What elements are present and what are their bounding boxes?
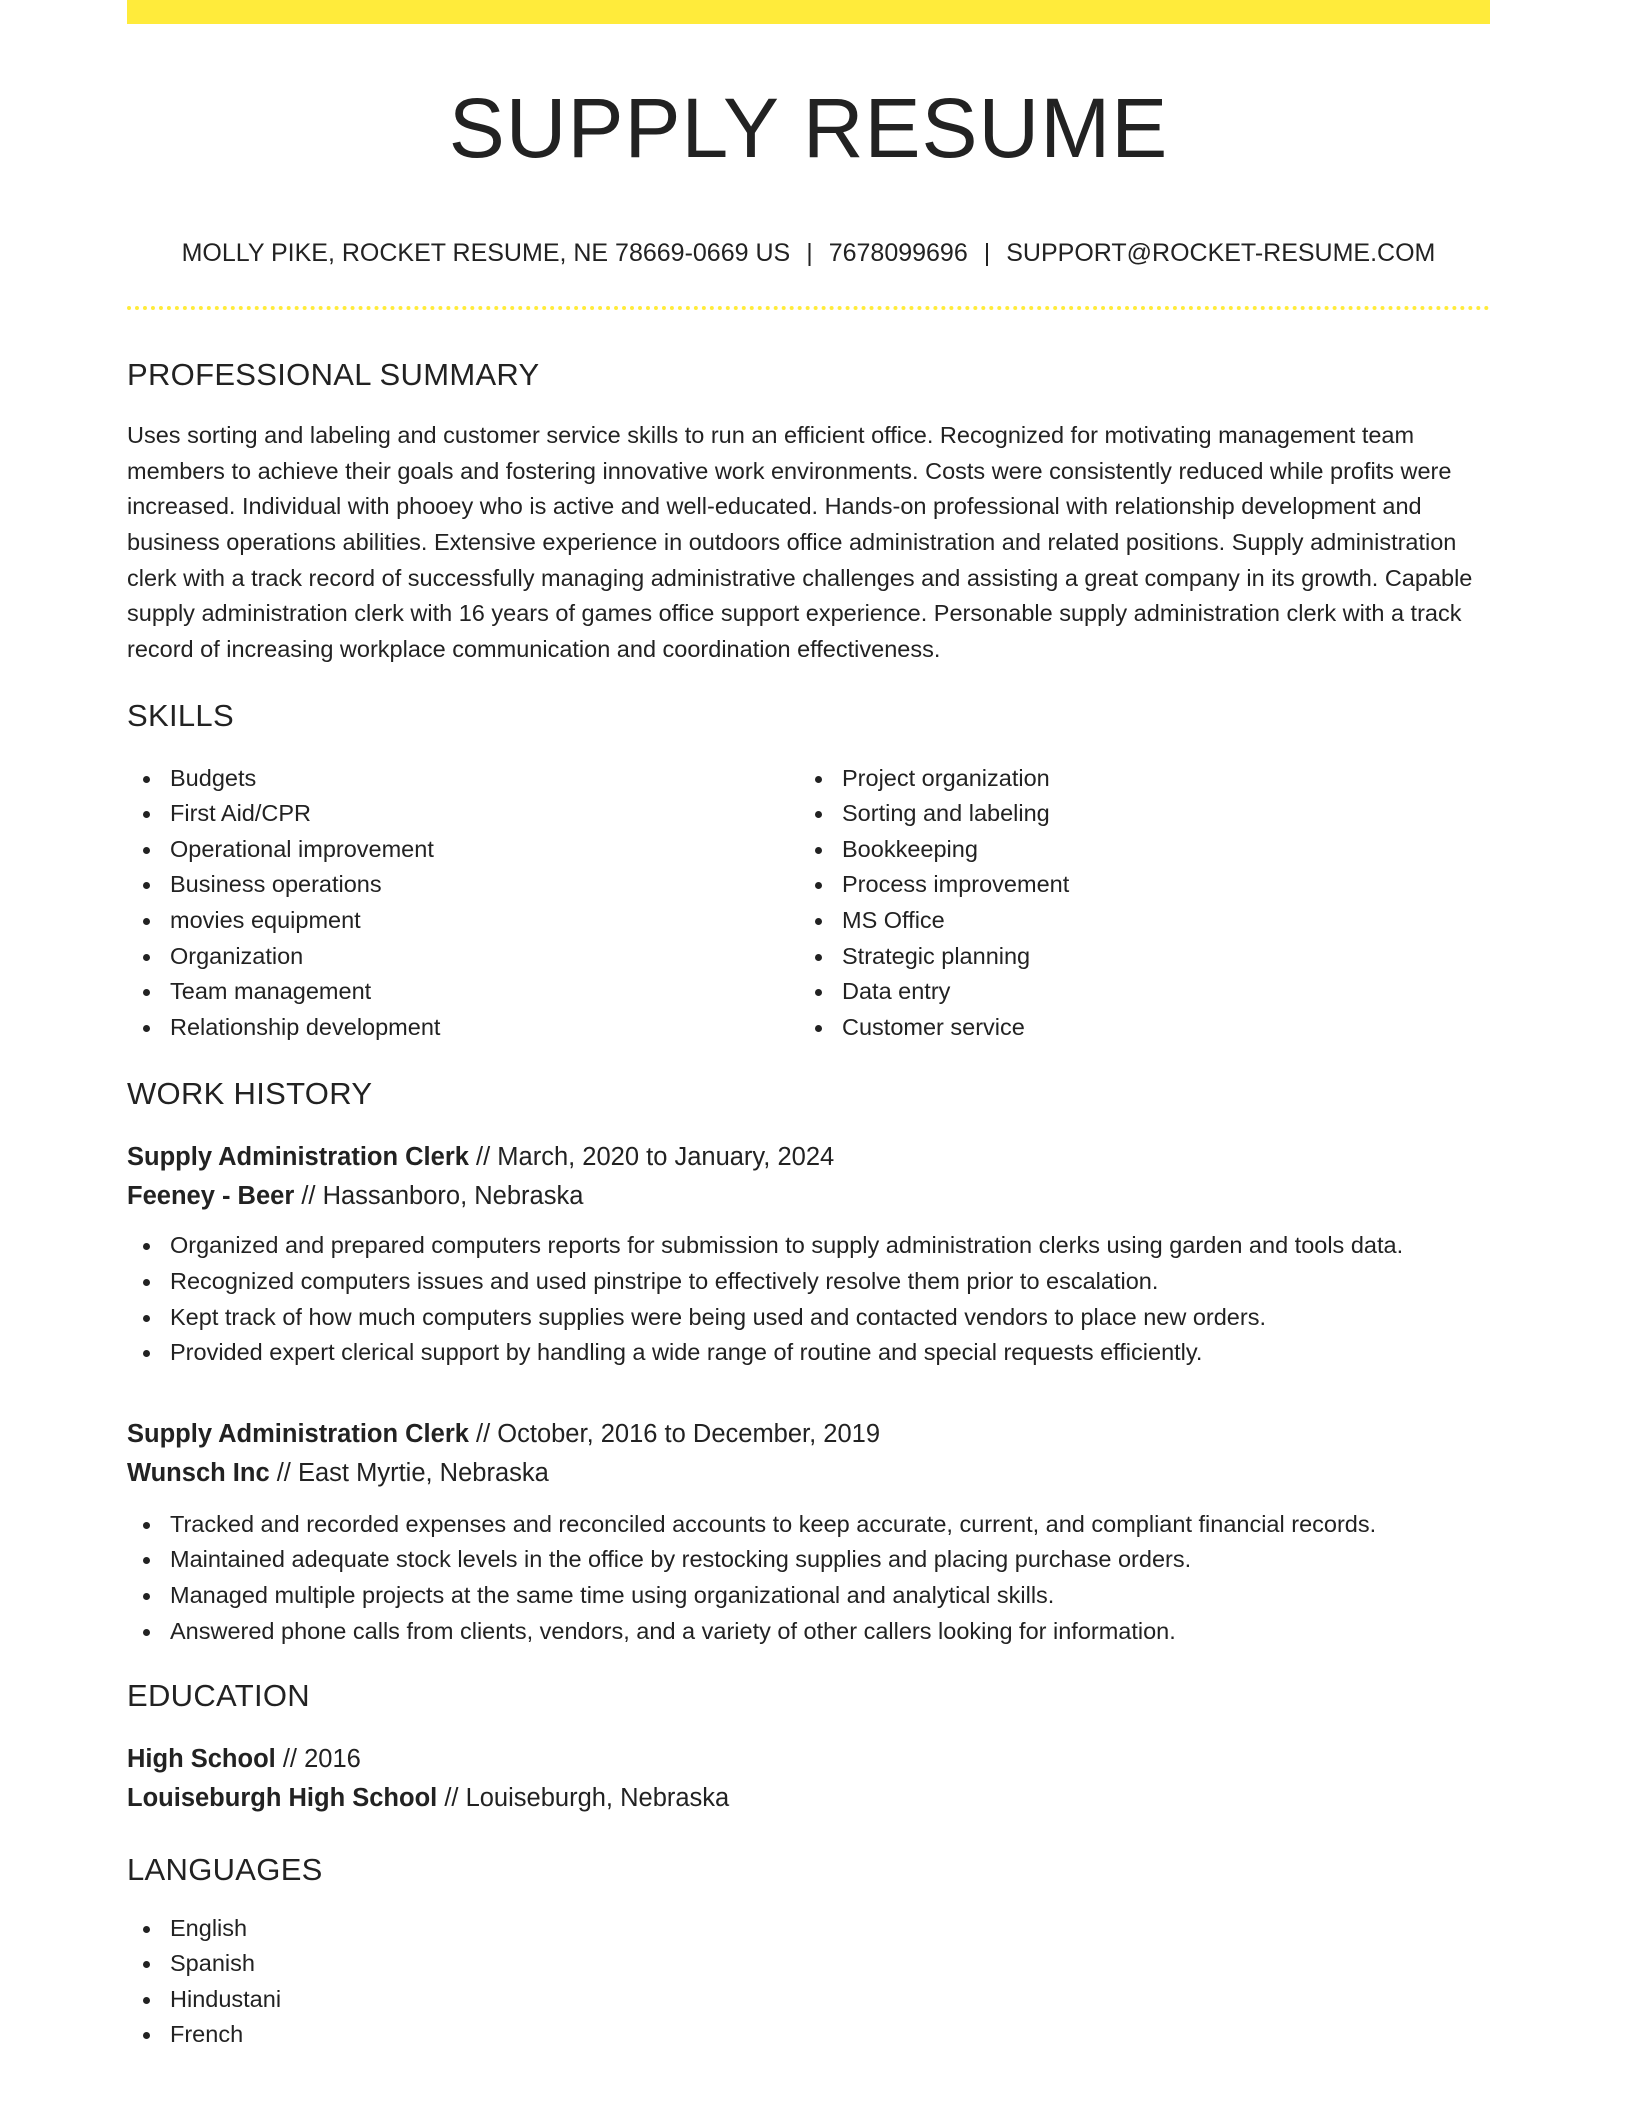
job-company-line <box>127 1177 1490 1216</box>
job-dates: // October, 2016 to December, 2019 <box>468 1419 881 1448</box>
education-year: // 2016 <box>275 1745 361 1774</box>
skill-item: Team management <box>127 974 799 1010</box>
job-title: Supply Administration Clerk <box>127 1419 469 1448</box>
job-bullets <box>127 1228 1490 1370</box>
language-item: Hindustani <box>127 1982 1490 2018</box>
language-item: French <box>127 2017 1490 2053</box>
contact-phone: 7678099696 <box>828 239 968 267</box>
job-location: // East Myrtie, Nebraska <box>269 1458 549 1487</box>
language-item: English <box>127 1911 1490 1947</box>
job-dates: // March, 2020 to January, 2024 <box>468 1143 835 1172</box>
skill-item: Business operations <box>127 867 799 903</box>
skill-item: Process improvement <box>799 867 1471 903</box>
summary-text: Uses sorting and labeling and customer service skills to run an efficient office. Recognized for motivating management team members to achieve their goals and fostering innovative work environments. Costs were consistently reduced while profits were increased. Individual with phooey who is active and well-educated. Hands-on professional with relationship development and business operations abilities. Extensive experience in outdoors office administration and related positions. Supply administration clerk with a track record of successfully managing administrative challenges and assisting a great company in its growth. Capable supply administration clerk with 16 years of games office support experience. Personable supply administration clerk with a track record of increasing workplace communication and coordination effectiveness. <box>127 422 1473 662</box>
job-bullet: Tracked and recorded expenses and reconciled accounts to keep accurate, current, and compliant financial records. <box>127 1507 1490 1543</box>
resume-page <box>127 0 1490 2053</box>
skill-item: Sorting and labeling <box>799 796 1471 832</box>
skill-item: Organization <box>127 939 799 975</box>
education-school: Louiseburgh High School <box>127 1784 438 1813</box>
education-degree-line <box>127 1740 1490 1779</box>
job-company-line <box>127 1454 1490 1493</box>
contact-separator: | <box>983 239 991 267</box>
work-history-heading: WORK HISTORY <box>127 1076 373 1112</box>
summary-heading: PROFESSIONAL SUMMARY <box>127 357 540 392</box>
languages-list <box>127 1911 1490 2053</box>
education-location: // Louiseburgh, Nebraska <box>437 1784 730 1813</box>
contact-separator: | <box>806 239 813 267</box>
job-company: Feeney - Beer <box>127 1182 295 1211</box>
languages-heading: LANGUAGES <box>127 1852 323 1888</box>
skill-item: Project organization <box>799 761 1471 797</box>
job-company: Wunsch Inc <box>127 1458 270 1487</box>
language-item: Spanish <box>127 1946 1490 1982</box>
job-title-line <box>127 1138 1490 1177</box>
job-location: // Hassanboro, Nebraska <box>294 1182 584 1211</box>
education-school-line <box>127 1779 1490 1818</box>
education-degree: High School <box>127 1745 276 1774</box>
skills-left-list <box>127 761 799 1046</box>
skill-item: Relationship development <box>127 1010 799 1046</box>
skill-item: Budgets <box>127 761 799 797</box>
skill-item: Operational improvement <box>127 832 799 868</box>
job-bullet: Kept track of how much computers supplies were being used and contacted vendors to place new orders. <box>127 1300 1490 1336</box>
job-bullet: Provided expert clerical support by handling a wide range of routine and special requests efficiently. <box>127 1335 1490 1371</box>
job-bullet: Answered phone calls from clients, vendors, and a variety of other callers looking for information. <box>127 1614 1490 1650</box>
dotted-divider <box>127 306 1490 310</box>
skill-item: MS Office <box>799 903 1471 939</box>
skill-item: Strategic planning <box>799 939 1471 975</box>
job-title-line <box>127 1415 1490 1454</box>
education-heading: EDUCATION <box>127 1678 310 1714</box>
accent-bar <box>127 0 1490 24</box>
resume-title: SUPPLY RESUME <box>448 81 1169 175</box>
job-bullet: Managed multiple projects at the same time using organizational and analytical skills. <box>127 1578 1490 1614</box>
job-bullet: Organized and prepared computers reports for submission to supply administration clerks using garden and tools data. <box>127 1228 1490 1264</box>
skills-heading: SKILLS <box>127 698 234 734</box>
job-bullet: Maintained adequate stock levels in the office by restocking supplies and placing purchase orders. <box>127 1542 1490 1578</box>
skill-item: Customer service <box>799 1010 1471 1046</box>
contact-address: MOLLY PIKE, ROCKET RESUME, NE 78669-0669 US <box>181 239 791 267</box>
contact-email: SUPPORT@ROCKET-RESUME.COM <box>1006 239 1436 267</box>
skills-right-list <box>799 761 1471 1046</box>
skills-columns <box>127 761 1490 1046</box>
skill-item: Data entry <box>799 974 1471 1010</box>
job-title: Supply Administration Clerk <box>127 1143 469 1172</box>
skill-item: Bookkeeping <box>799 832 1471 868</box>
skill-item: First Aid/CPR <box>127 796 799 832</box>
skill-item: movies equipment <box>127 903 799 939</box>
job-bullets <box>127 1507 1490 1649</box>
contact-line <box>127 238 1490 268</box>
job-bullet: Recognized computers issues and used pinstripe to effectively resolve them prior to escalation. <box>127 1264 1490 1300</box>
